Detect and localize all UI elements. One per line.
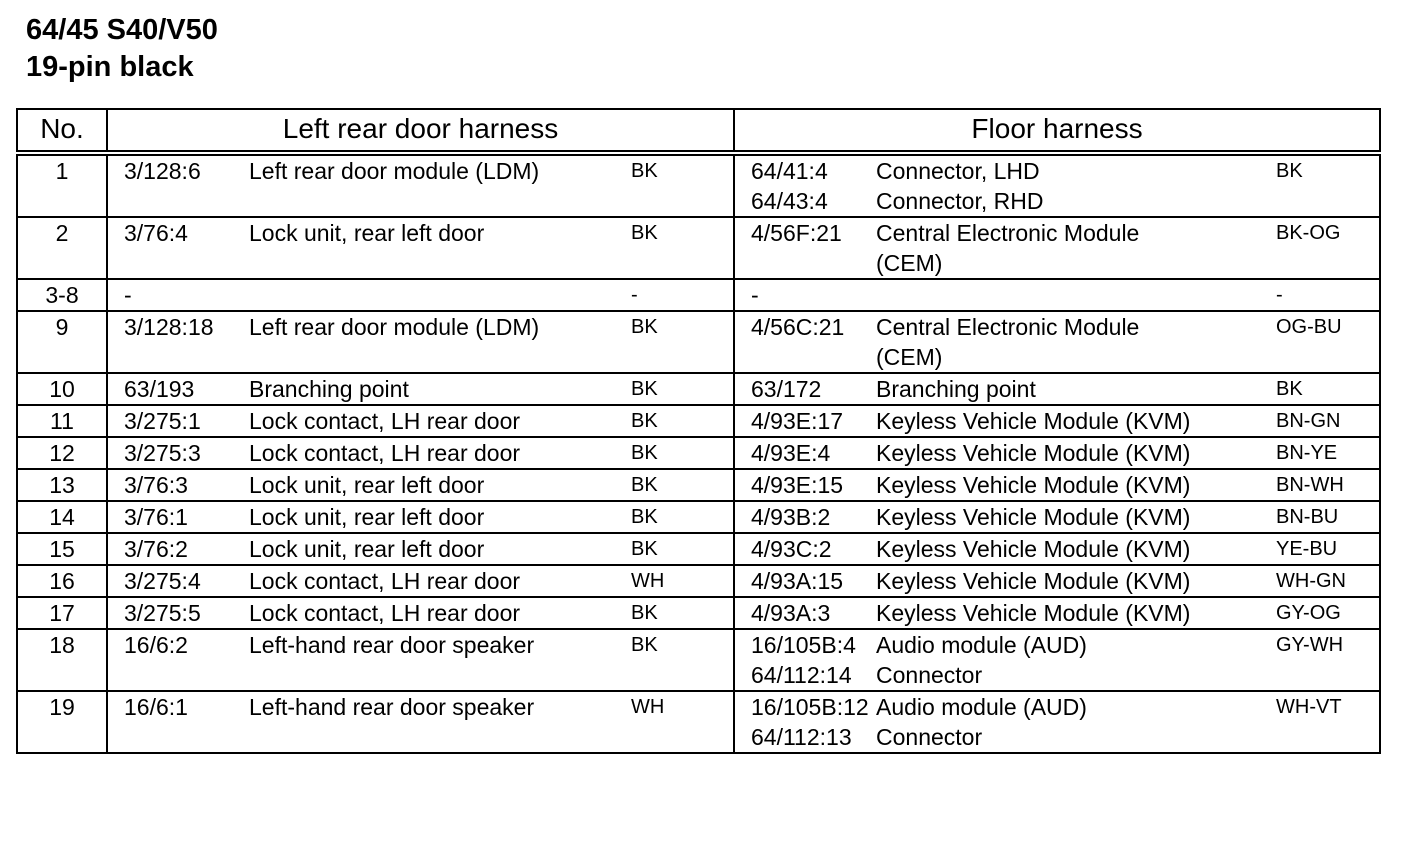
left-harness-wire-color: BK [617, 629, 734, 691]
floor-harness-description-line: Connector, LHD [876, 158, 1040, 184]
left-harness-wire-color: BK [617, 597, 734, 629]
floor-harness-id-line: 4/93A:3 [751, 600, 831, 626]
pin-number: 9 [17, 311, 107, 373]
pin-number: 14 [17, 501, 107, 533]
floor-harness-id [734, 373, 876, 405]
pin-number: 16 [17, 565, 107, 597]
left-harness-id: 3/128:18 [107, 311, 249, 373]
floor-harness-id [734, 405, 876, 437]
left-harness-wire-color: BK [617, 405, 734, 437]
left-harness-wire-color: BK [617, 469, 734, 501]
header-floor-harness: Floor harness [734, 109, 1380, 153]
left-harness-description [249, 279, 617, 311]
floor-harness-description [876, 279, 1262, 311]
left-harness-description: Lock contact, LH rear door [249, 565, 617, 597]
floor-harness-description-line: Audio module (AUD) [876, 632, 1087, 658]
floor-harness-description-line: Keyless Vehicle Module (KVM) [876, 440, 1191, 466]
left-harness-description: Lock unit, rear left door [249, 501, 617, 533]
floor-harness-description [876, 153, 1262, 217]
floor-harness-id-line: 64/112:14 [751, 662, 852, 688]
floor-harness-wire-color: OG-BU [1262, 311, 1380, 373]
left-harness-wire-color: BK [617, 217, 734, 279]
floor-harness-description-line: Branching point [876, 376, 1036, 402]
floor-harness-description [876, 311, 1262, 373]
table-row [17, 469, 1380, 501]
floor-harness-id-line: 4/93E:4 [751, 440, 831, 466]
left-harness-id: 3/76:1 [107, 501, 249, 533]
pin-number: 12 [17, 437, 107, 469]
table-row [17, 691, 1380, 753]
floor-harness-id-line: 64/43:4 [751, 188, 828, 214]
left-harness-id: - [107, 279, 249, 311]
left-harness-wire-color: - [617, 279, 734, 311]
table-row [17, 279, 1380, 311]
document-title [26, 12, 218, 86]
floor-harness-description [876, 597, 1262, 629]
floor-harness-id-line: 4/93A:15 [751, 568, 844, 594]
floor-harness-id [734, 629, 876, 691]
floor-harness-id-line: 64/41:4 [751, 158, 828, 184]
floor-harness-wire-color: - [1262, 279, 1380, 311]
floor-harness-wire-color: BN-BU [1262, 501, 1380, 533]
header-left-harness: Left rear door harness [107, 109, 734, 153]
left-harness-wire-color: BK [617, 153, 734, 217]
table-row [17, 533, 1380, 565]
floor-harness-description-line: Keyless Vehicle Module (KVM) [876, 504, 1191, 530]
floor-harness-wire-color: YE-BU [1262, 533, 1380, 565]
floor-harness-id [734, 469, 876, 501]
pin-number: 1 [17, 153, 107, 217]
table-row [17, 373, 1380, 405]
pin-number: 18 [17, 629, 107, 691]
left-harness-wire-color: BK [617, 501, 734, 533]
floor-harness-id [734, 437, 876, 469]
floor-harness-description-line: Keyless Vehicle Module (KVM) [876, 568, 1191, 594]
floor-harness-id [734, 311, 876, 373]
floor-harness-id-line: 4/93C:2 [751, 536, 832, 562]
table-row [17, 437, 1380, 469]
table-row [17, 597, 1380, 629]
floor-harness-wire-color: BK-OG [1262, 217, 1380, 279]
pin-number: 13 [17, 469, 107, 501]
floor-harness-id [734, 565, 876, 597]
floor-harness-description-line: Keyless Vehicle Module (KVM) [876, 536, 1191, 562]
left-harness-wire-color: WH [617, 691, 734, 753]
left-harness-id: 3/76:3 [107, 469, 249, 501]
floor-harness-id [734, 597, 876, 629]
left-harness-wire-color: BK [617, 437, 734, 469]
pin-number: 10 [17, 373, 107, 405]
floor-harness-id [734, 691, 876, 753]
left-harness-id: 3/275:5 [107, 597, 249, 629]
floor-harness-id [734, 533, 876, 565]
floor-harness-wire-color: BK [1262, 153, 1380, 217]
floor-harness-id-line: 4/56F:21 [751, 220, 842, 246]
table-row [17, 311, 1380, 373]
pin-table [16, 108, 1381, 754]
floor-harness-description [876, 533, 1262, 565]
header-row [17, 109, 1380, 153]
connector-type: 19-pin black [26, 51, 194, 83]
pin-number: 11 [17, 405, 107, 437]
connector-name: 64/45 S40/V50 [26, 14, 218, 46]
floor-harness-description-line: Keyless Vehicle Module (KVM) [876, 408, 1191, 434]
floor-harness-wire-color: BN-GN [1262, 405, 1380, 437]
table-row [17, 153, 1380, 217]
floor-harness-id [734, 153, 876, 217]
floor-harness-id-line: 64/112:13 [751, 724, 852, 750]
left-harness-id: 3/275:4 [107, 565, 249, 597]
left-harness-wire-color: WH [617, 565, 734, 597]
floor-harness-id-line: 4/93E:17 [751, 408, 844, 434]
table-row [17, 565, 1380, 597]
left-harness-id: 63/193 [107, 373, 249, 405]
floor-harness-id [734, 217, 876, 279]
left-harness-description: Lock unit, rear left door [249, 217, 617, 279]
pin-number: 2 [17, 217, 107, 279]
floor-harness-description-line: Central Electronic Module [876, 220, 1140, 246]
left-harness-description: Lock contact, LH rear door [249, 597, 617, 629]
table-row [17, 501, 1380, 533]
left-harness-id: 3/275:3 [107, 437, 249, 469]
floor-harness-id-line: 63/172 [751, 376, 822, 402]
left-harness-id: 3/76:4 [107, 217, 249, 279]
floor-harness-id-line: 4/93E:15 [751, 472, 844, 498]
floor-harness-wire-color: GY-OG [1262, 597, 1380, 629]
floor-harness-description [876, 217, 1262, 279]
floor-harness-id-line: 4/93B:2 [751, 504, 831, 530]
floor-harness-id-line: 16/105B:12 [751, 694, 869, 720]
floor-harness-description [876, 405, 1262, 437]
floor-harness-id-line: 16/105B:4 [751, 632, 856, 658]
floor-harness-id-line: 4/56C:21 [751, 314, 845, 340]
pin-number: 15 [17, 533, 107, 565]
pin-number: 17 [17, 597, 107, 629]
floor-harness-description [876, 501, 1262, 533]
left-harness-id: 16/6:1 [107, 691, 249, 753]
floor-harness-description [876, 437, 1262, 469]
floor-harness-wire-color: BN-YE [1262, 437, 1380, 469]
table-row [17, 217, 1380, 279]
left-harness-description: Left-hand rear door speaker [249, 629, 617, 691]
floor-harness-description-line: Connector [876, 662, 983, 688]
floor-harness-wire-color: WH-GN [1262, 565, 1380, 597]
floor-harness-wire-color: BK [1262, 373, 1380, 405]
floor-harness-description-line: Audio module (AUD) [876, 694, 1087, 720]
left-harness-wire-color: BK [617, 533, 734, 565]
floor-harness-description [876, 629, 1262, 691]
left-harness-description: Left rear door module (LDM) [249, 153, 617, 217]
left-harness-description: Lock unit, rear left door [249, 533, 617, 565]
left-harness-description: Left-hand rear door speaker [249, 691, 617, 753]
left-harness-id: 3/275:1 [107, 405, 249, 437]
floor-harness-description-line: Keyless Vehicle Module (KVM) [876, 472, 1191, 498]
left-harness-description: Left rear door module (LDM) [249, 311, 617, 373]
floor-harness-description-line: Central Electronic Module [876, 314, 1140, 340]
floor-harness-id [734, 501, 876, 533]
left-harness-description: Lock contact, LH rear door [249, 437, 617, 469]
left-harness-wire-color: BK [617, 311, 734, 373]
floor-harness-description-line: (CEM) [876, 250, 943, 276]
floor-harness-description [876, 373, 1262, 405]
floor-harness-description [876, 565, 1262, 597]
floor-harness-wire-color: BN-WH [1262, 469, 1380, 501]
table-row [17, 629, 1380, 691]
floor-harness-description-line: Connector, RHD [876, 188, 1044, 214]
left-harness-id: 3/128:6 [107, 153, 249, 217]
left-harness-wire-color: BK [617, 373, 734, 405]
floor-harness-id [734, 279, 876, 311]
left-harness-description: Lock contact, LH rear door [249, 405, 617, 437]
pin-number: 3-8 [17, 279, 107, 311]
left-harness-description: Lock unit, rear left door [249, 469, 617, 501]
floor-harness-description-line: (CEM) [876, 344, 943, 370]
floor-harness-id-line: - [751, 282, 759, 308]
left-harness-id: 3/76:2 [107, 533, 249, 565]
floor-harness-description-line: Keyless Vehicle Module (KVM) [876, 600, 1191, 626]
pin-number: 19 [17, 691, 107, 753]
table-row [17, 405, 1380, 437]
left-harness-id: 16/6:2 [107, 629, 249, 691]
floor-harness-description [876, 691, 1262, 753]
floor-harness-description-line: Connector [876, 724, 983, 750]
header-no: No. [17, 109, 107, 153]
left-harness-description: Branching point [249, 373, 617, 405]
floor-harness-description [876, 469, 1262, 501]
floor-harness-wire-color: GY-WH [1262, 629, 1380, 691]
pin-rows [17, 153, 1380, 753]
floor-harness-wire-color: WH-VT [1262, 691, 1380, 753]
